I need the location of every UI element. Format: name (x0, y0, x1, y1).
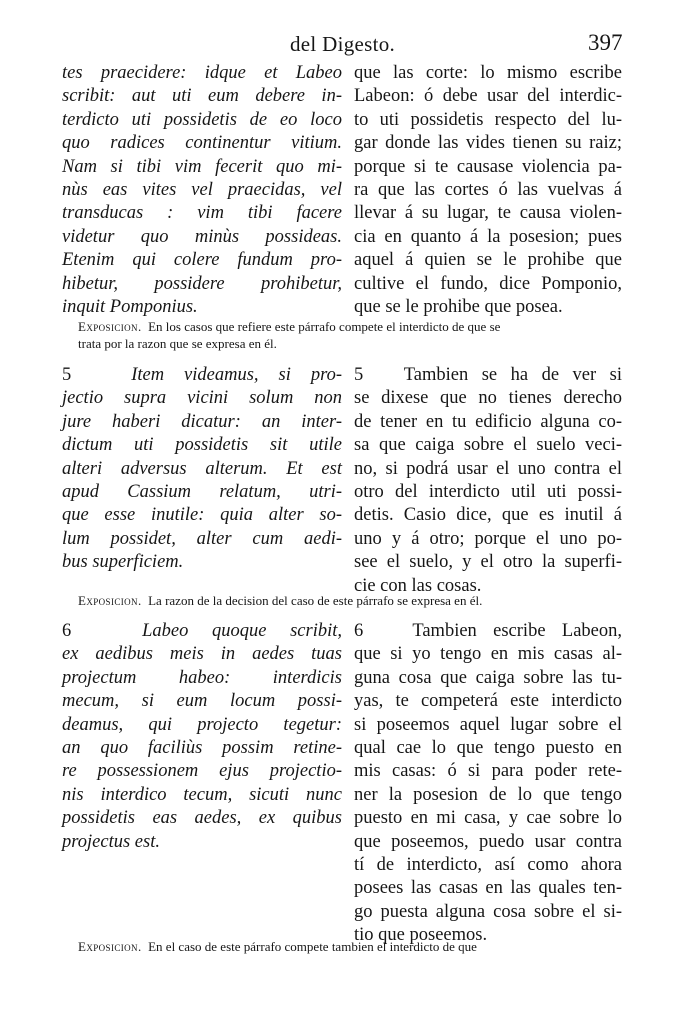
latin-line: deamus, qui projecto tegetur: (62, 714, 342, 735)
latin-line: inquit Pomponius. (62, 297, 198, 318)
spanish-line: cultive el fundo, dice Pomponio, (354, 273, 622, 294)
spanish-line: ra que las cortes ó las vuelvas á (354, 180, 622, 201)
latin-column-block-6 (62, 620, 342, 854)
spanish-line: Labeon: ó debe usar del interdic- (354, 86, 622, 107)
spanish-line: posees las casas en las quales ten- (354, 878, 622, 899)
exposicion-label: Exposicion. (78, 319, 142, 334)
spanish-line: guna cosa que caiga sobre las tu- (354, 667, 622, 688)
spanish-line: ner la posesion de lo que tengo (354, 784, 622, 805)
spanish-line: si poseemos aquel lugar sobre el (354, 714, 622, 735)
latin-line: terdicto uti possidetis de eo loco (62, 109, 342, 130)
latin-line: alteri adversus alterum. Et est (62, 458, 342, 479)
latin-line: an quo faciliùs possim retine- (62, 738, 342, 759)
exposicion-note-1 (78, 318, 618, 352)
spanish-line: go puesta alguna cosa sobre el si- (354, 901, 622, 922)
exposicion-label: Exposicion. (78, 939, 142, 954)
spanish-column-block-6 (354, 620, 622, 948)
spanish-line: tio que poseemos. (354, 925, 488, 946)
spanish-line: que las corte: lo mismo escribe (354, 63, 622, 83)
spanish-line: que poseemos, puedo usar contra (354, 831, 622, 852)
spanish-line: yas, te competerá este interdicto (354, 691, 622, 712)
spanish-line: puesto en mi casa, y cae sobre lo (354, 808, 622, 829)
spanish-line: Tambien escribe Labeon, (412, 621, 622, 641)
latin-line: bus superficiem. (62, 552, 184, 573)
spanish-line: no, si podrá usar el uno contra el (354, 458, 622, 479)
latin-line: projectus est. (62, 831, 160, 852)
spanish-line: Tambien se ha de ver si (403, 365, 622, 385)
latin-line: tes praecidere: idque et Labeo (62, 63, 342, 83)
latin-line: nùs eas vites vel praecidas, vel (62, 180, 342, 201)
section-number: 6 (354, 621, 364, 641)
latin-line: que esse inutile: quia alter so- (62, 505, 342, 526)
exposicion-text: La razon de la decision del caso de este párrafo se expresa en él. (148, 593, 483, 608)
spanish-line: que si yo tengo en mis casas al- (354, 644, 622, 665)
spanish-line: se dixese que no tienes derecho (354, 388, 622, 409)
spanish-line: mis casas: ó si para poder rete- (354, 761, 622, 782)
spanish-line: tí de interdicto, así como ahora (354, 855, 622, 876)
spanish-line: cia en quanto á la posesion; pues (354, 226, 622, 247)
latin-column-block-5 (62, 364, 342, 575)
latin-line: Labeo quoque scribit, (142, 621, 342, 641)
spanish-line: to uti possidetis respecto del lu- (354, 109, 622, 130)
latin-line: possidetis eas aedes, ex quibus (62, 808, 342, 829)
spanish-line: gar donde las vides tienen su raiz; (354, 133, 622, 154)
latin-line: jure haberi dicatur: an inter- (62, 411, 342, 432)
latin-line: jectio supra vicini solum non (62, 388, 342, 409)
latin-line: scribit: aut uti eum debere in- (62, 86, 342, 107)
latin-line: Item videamus, si pro- (131, 365, 342, 385)
spanish-line: que se le prohibe que posea. (354, 297, 563, 318)
latin-line: quo radices continentur vitium. (62, 133, 342, 154)
latin-line: apud Cassium relatum, utri- (62, 482, 342, 503)
latin-line: Nam si tibi vim fecerit quo mi- (62, 156, 342, 177)
exposicion-text: trata por la razon que se expresa en él. (78, 336, 277, 351)
spanish-column-block-5 (354, 364, 622, 598)
latin-line: Etenim qui colere fundum pro- (62, 250, 342, 271)
exposicion-note-2 (78, 592, 618, 609)
spanish-column-block-1 (354, 62, 622, 319)
latin-column-block-1 (62, 62, 342, 319)
section-number: 6 (62, 621, 72, 641)
spanish-line: see el suelo, y el otro la superfi- (354, 552, 622, 573)
latin-line: videtur quo minùs possideas. (62, 226, 342, 247)
exposicion-text: En los casos que refiere este párrafo compete el interdicto de que se (148, 319, 501, 334)
section-number: 5 (62, 365, 72, 385)
spanish-line: qual cae lo que tengo puesto en (354, 738, 622, 759)
spanish-line: llevar á su lugar, te causa violen- (354, 203, 622, 224)
latin-line: lum possidet, alter cum aedi- (62, 528, 342, 549)
spanish-line: detis. Casio dice, que es inutil á (354, 505, 622, 526)
latin-line: mecum, si eum locum possi- (62, 691, 342, 712)
page-number: 397 (588, 30, 623, 55)
spanish-line: cie con las cosas. (354, 575, 482, 596)
exposicion-note-3 (78, 938, 618, 955)
spanish-line: aquel á quien se le prohibe que (354, 250, 622, 271)
spanish-line: otro del interdicto util uti possi- (354, 482, 622, 503)
latin-line: re possessionem ejus projectio- (62, 761, 342, 782)
latin-line: nis interdico tecum, sicuti nunc (62, 784, 342, 805)
latin-line: hibetur, possidere prohibetur, (62, 273, 342, 294)
exposicion-label: Exposicion. (78, 593, 142, 608)
latin-line: ex aedibus meis in aedes tuas (62, 644, 342, 665)
spanish-line: sa que caiga sobre el suelo veci- (354, 435, 622, 456)
section-number: 5 (354, 365, 364, 385)
latin-line: dictum uti possidetis sit utile (62, 435, 342, 456)
spanish-line: porque si te causase violencia pa- (354, 156, 622, 177)
spanish-line: de tener en tu edificio alguna co- (354, 411, 622, 432)
latin-line: transducas : vim tibi facere (62, 203, 342, 224)
spanish-line: uno y á otro; porque el uno po- (354, 528, 622, 549)
latin-line: projectum habeo: interdicis (62, 667, 342, 688)
exposicion-text: En el caso de este párrafo compete tambien el interdicto de que (148, 939, 477, 954)
running-title: del Digesto. (290, 32, 396, 56)
